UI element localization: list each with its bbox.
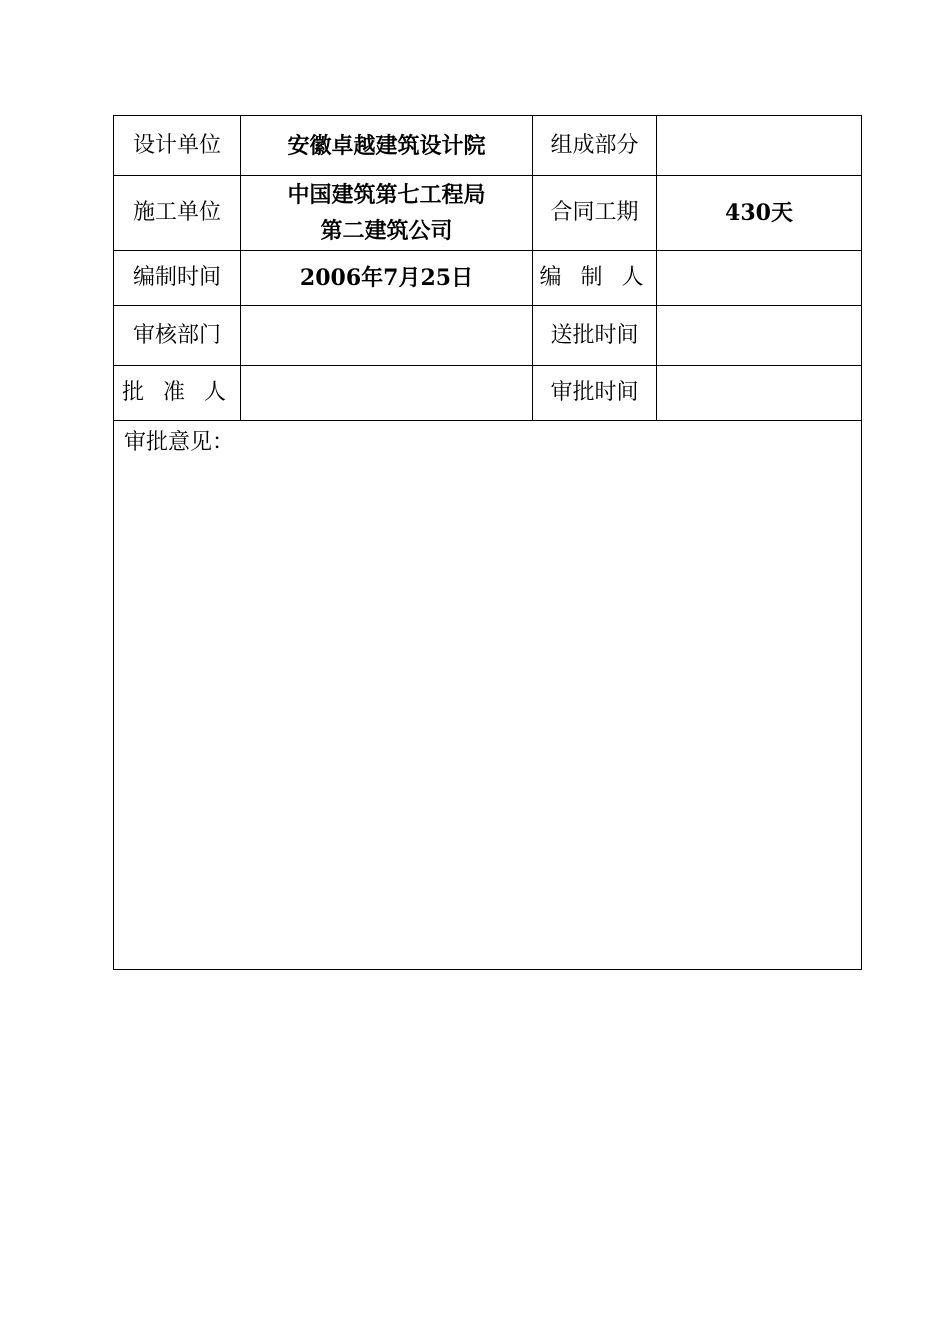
construction-unit-line2: 第二建筑公司: [320, 218, 453, 244]
table-row: [114, 366, 862, 421]
component-label: 组成部分: [533, 116, 657, 176]
approval-time-label: 审批时间: [533, 366, 657, 421]
review-dept-value: [241, 306, 533, 366]
construction-unit-label: 施工单位: [114, 176, 241, 251]
contract-period-value: 430天: [657, 176, 862, 251]
compile-time-value-text: 2006年7月25日: [299, 265, 474, 291]
approver-value: [241, 366, 533, 421]
design-unit-value: [241, 116, 533, 176]
table-row: [114, 116, 862, 176]
approval-form-table: [113, 115, 862, 970]
compiler-label: 编 制 人: [533, 251, 657, 306]
approval-opinion-label: 审批意见：: [124, 430, 235, 455]
submit-time-value: [657, 306, 862, 366]
table-row: [114, 306, 862, 366]
table-row: [114, 421, 862, 970]
review-dept-label: 审核部门: [114, 306, 241, 366]
construction-unit-line1: 中国建筑第七工程局: [287, 182, 486, 208]
compile-time-value: [241, 251, 533, 306]
table-row: [114, 251, 862, 306]
component-value: [657, 116, 862, 176]
compiler-value: [657, 251, 862, 306]
design-unit-value-text: 安徽卓越建筑设计院: [287, 132, 486, 159]
approval-time-value: [657, 366, 862, 421]
construction-unit-value: [241, 176, 533, 251]
submit-time-label: 送批时间: [533, 306, 657, 366]
table-row: [114, 176, 862, 251]
approval-opinion-cell: [114, 421, 862, 970]
design-unit-label: 设计单位: [114, 116, 241, 176]
compile-time-label: 编制时间: [114, 251, 241, 306]
contract-period-label: 合同工期: [533, 176, 657, 251]
approver-label: 批 准 人: [114, 366, 241, 421]
